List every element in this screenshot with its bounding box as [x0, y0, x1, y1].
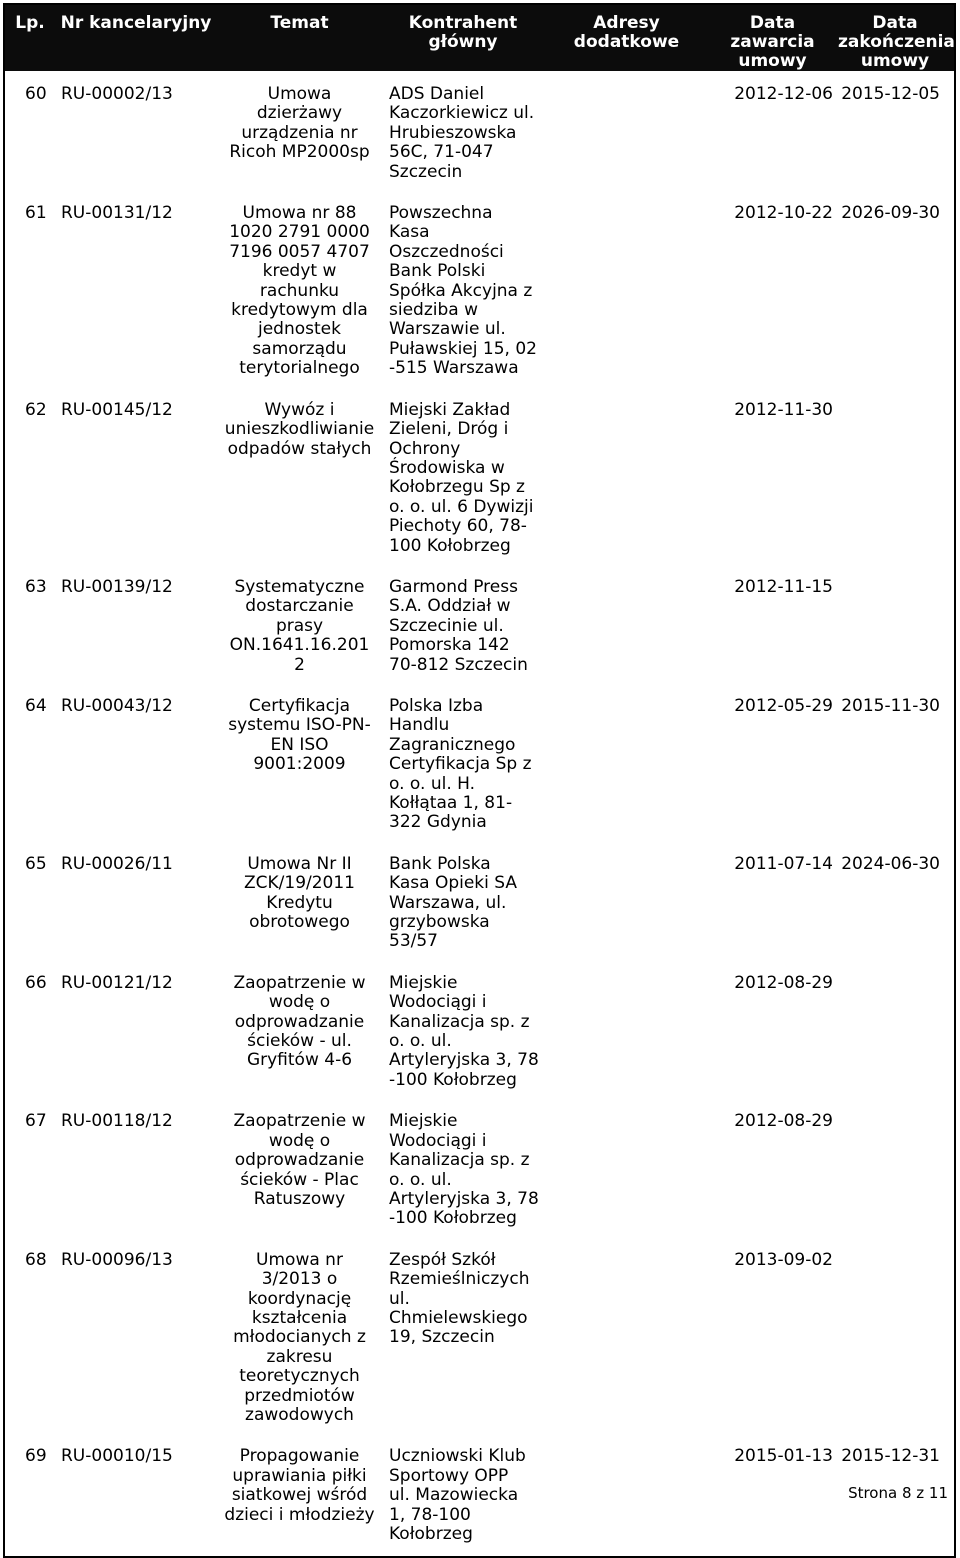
table-row [4, 71, 955, 196]
cell-lp: 67 [25, 1111, 47, 1132]
cell-temat-line: Kredytu [266, 892, 333, 913]
cell-kontrahent-line: Uczniowski Klub [389, 1446, 526, 1467]
header-line: zakończenia [838, 32, 955, 52]
cell-kontrahent [382, 847, 544, 966]
cell-temat-line: 2 [294, 654, 305, 675]
cell-kontrahent-line: Certyfikacja Sp z [389, 754, 532, 775]
cell-lp: 60 [25, 84, 47, 104]
cell-data-zawarcia: 2012-11-30 [734, 399, 833, 420]
cell-temat-line: 9001:2009 [253, 754, 346, 775]
cell-temat-line: odpadów stałych [227, 438, 372, 459]
cell-temat-line: uprawiania piłki [232, 1465, 367, 1486]
cell-temat-line: samorządu [252, 338, 347, 359]
cell-temat-line: siatkowej wśród [231, 1485, 368, 1506]
cell-kontrahent-line: Wodociągi i [389, 992, 487, 1013]
cell-temat-line: Gryfitów 4-6 [246, 1050, 353, 1071]
cell-temat-line: prasy [275, 615, 324, 636]
cell-nr-kancelaryjny: RU-00139/12 [61, 576, 173, 597]
cell-kontrahent-line: siedziba w [389, 300, 478, 321]
cell-temat-line: urządzenia nr [241, 122, 358, 143]
cell-temat-line: wodę o [268, 1130, 331, 1151]
cell-lp: 68 [25, 1249, 47, 1270]
cell-temat-line: 7196 0057 4707 [229, 241, 370, 262]
header-line: Lp. [15, 13, 45, 33]
cell-kontrahent-line: -515 Warszawa [389, 358, 519, 379]
cell-temat-line: kształcenia [251, 1307, 348, 1328]
cell-lp: 62 [25, 399, 47, 420]
cell-lp: 66 [25, 972, 47, 993]
cell-temat-line: młodocianych z [233, 1327, 366, 1348]
cell-kontrahent-line: Kołobrzeg [389, 1524, 473, 1544]
cell-temat-line: 1020 2791 0000 [229, 222, 370, 243]
cell-temat-line: dostarczanie [245, 596, 354, 617]
cell-nr-kancelaryjny: RU-00121/12 [61, 972, 173, 993]
header-adresy [544, 4, 709, 71]
cell-kontrahent-line: Kasa Opieki SA [389, 873, 518, 894]
cell-temat-line: terytorialnego [239, 358, 360, 379]
cell-data-zawarcia: 2012-08-29 [734, 1111, 833, 1132]
cell-temat [217, 847, 382, 966]
header-row [4, 4, 955, 71]
cell-data-zawarcia: 2013-09-02 [734, 1249, 833, 1270]
header-line: Nr kancelaryjny [60, 13, 212, 33]
cell-temat [217, 689, 382, 847]
cell-kontrahent-line: Handlu [389, 715, 450, 736]
cell-kontrahent-line: Wodociągi i [389, 1130, 487, 1151]
cell-kontrahent-line: Bank Polska [389, 853, 491, 874]
cell-temat-line: unieszkodliwianie [224, 419, 375, 440]
cell-kontrahent-line: -100 Kołobrzeg [389, 1069, 517, 1090]
cell-data-zakonczenia [836, 966, 955, 1104]
cell-kontrahent-line: ul. [389, 1288, 410, 1309]
cell-kontrahent [382, 71, 544, 196]
cell-kontrahent-line: Szczecin [389, 161, 463, 182]
cell-kontrahent-line: Szczecinie ul. [389, 615, 504, 636]
table-row [4, 1104, 955, 1242]
cell-temat-line: Umowa [267, 84, 332, 104]
cell-kontrahent-line: Kasa [389, 222, 430, 243]
cell-temat-line: Umowa nr 88 [242, 203, 357, 224]
cell-kontrahent-line: 1, 78-100 [389, 1504, 471, 1525]
cell-nr-kancelaryjny: RU-00145/12 [61, 399, 173, 420]
cell-kontrahent-line: Ochrony [389, 438, 461, 459]
page-number: Strona 8 z 11 [848, 1484, 948, 1502]
table-row [4, 1243, 955, 1440]
cell-adresy [544, 393, 709, 570]
cell-kontrahent-line: Warszawa, ul. [389, 892, 507, 913]
cell-adresy [544, 1104, 709, 1242]
cell-temat-line: kredytowym dla [231, 300, 368, 321]
cell-kontrahent-line: Oszczedności [389, 241, 504, 262]
cell-temat-line: ZCK/19/2011 [243, 873, 355, 894]
cell-temat-line: Ricoh MP2000sp [229, 142, 370, 163]
table-row [4, 966, 955, 1104]
cell-kontrahent [382, 1104, 544, 1242]
cell-adresy [544, 689, 709, 847]
cell-temat-line: Zaopatrzenie w [233, 1111, 366, 1132]
table-body [4, 71, 955, 1557]
cell-temat-line: Zaopatrzenie w [233, 972, 366, 993]
cell-kontrahent-line: Miejskie [389, 1111, 458, 1132]
cell-kontrahent [382, 570, 544, 689]
cell-temat-line: Wywóz i [264, 399, 335, 420]
cell-adresy [544, 71, 709, 196]
header-data-zakonczenia [836, 4, 955, 71]
cell-data-zakonczenia: 2024-06-30 [841, 853, 940, 874]
cell-nr-kancelaryjny: RU-00118/12 [61, 1111, 173, 1132]
cell-kontrahent-line: Miejskie [389, 972, 458, 993]
cell-kontrahent-line: 53/57 [389, 931, 438, 952]
cell-data-zawarcia: 2011-07-14 [734, 853, 833, 874]
cell-kontrahent-line: Polska Izba [389, 695, 484, 716]
cell-temat-line: ścieków - ul. [247, 1031, 352, 1052]
cell-kontrahent-line: 56C, 71-047 [389, 142, 494, 163]
cell-kontrahent-line: Zagranicznego [389, 734, 516, 755]
cell-temat-line: Ratuszowy [253, 1188, 346, 1209]
cell-adresy [544, 570, 709, 689]
header-line: Data [872, 13, 918, 33]
cell-nr-kancelaryjny: RU-00043/12 [61, 695, 173, 716]
cell-temat-line: ścieków - Plac [240, 1169, 359, 1190]
cell-kontrahent [382, 196, 544, 393]
cell-kontrahent-line: Spółka Akcyjna z [389, 280, 533, 301]
cell-kontrahent-line: Zespół Szkół [389, 1249, 496, 1270]
cell-temat-line: systemu ISO-PN- [228, 715, 371, 736]
cell-kontrahent-line: Piechoty 60, 78- [389, 516, 527, 537]
cell-temat-line: odprowadzanie [234, 1011, 365, 1032]
cell-data-zakonczenia [836, 1104, 955, 1242]
cell-kontrahent-line: Hrubieszowska [389, 122, 517, 143]
cell-nr-kancelaryjny: RU-00131/12 [61, 203, 173, 224]
cell-data-zawarcia: 2015-01-13 [734, 1446, 833, 1467]
header-data-zawarcia [709, 4, 836, 71]
cell-temat [217, 393, 382, 570]
cell-adresy [544, 1439, 709, 1557]
header-line: Adresy [593, 13, 660, 33]
table-row [4, 847, 955, 966]
cell-kontrahent-line: Kołobrzegu Sp z [389, 477, 525, 498]
cell-temat-line: Umowa nr [256, 1249, 343, 1270]
cell-kontrahent [382, 1243, 544, 1440]
table-row [4, 689, 955, 847]
header-line: zawarcia [730, 32, 815, 52]
cell-lp: 65 [25, 853, 47, 874]
header-line: Kontrahent [408, 13, 518, 33]
cell-adresy [544, 1243, 709, 1440]
cell-kontrahent-line: o. o. ul. [389, 1169, 452, 1190]
cell-kontrahent-line: Środowiska w [389, 457, 505, 478]
cell-nr-kancelaryjny: RU-00010/15 [61, 1446, 173, 1467]
cell-data-zawarcia: 2012-10-22 [734, 203, 833, 224]
cell-lp: 61 [25, 203, 47, 224]
cell-kontrahent-line: Bank Polski [389, 261, 486, 282]
cell-temat-line: dzierżawy [256, 103, 343, 124]
cell-kontrahent-line: Sportowy OPP [389, 1465, 509, 1486]
cell-data-zakonczenia: 2026-09-30 [841, 203, 940, 224]
cell-temat-line: teoretycznych [239, 1366, 360, 1387]
cell-temat-line: Umowa Nr II [247, 853, 352, 874]
cell-lp: 64 [25, 695, 47, 716]
cell-kontrahent [382, 1439, 544, 1557]
cell-kontrahent-line: o. o. ul. H. [389, 773, 476, 794]
header-line: główny [428, 32, 498, 52]
cell-kontrahent-line: Warszawie ul. [389, 319, 506, 340]
table-row [4, 570, 955, 689]
cell-adresy [544, 196, 709, 393]
cell-data-zakonczenia: 2015-12-31 [841, 1446, 940, 1467]
cell-temat [217, 1104, 382, 1242]
cell-data-zakonczenia: 2015-11-30 [841, 695, 940, 716]
cell-kontrahent-line: Puławskiej 15, 02 [389, 338, 537, 359]
cell-temat-line: zawodowych [245, 1404, 354, 1425]
cell-lp: 63 [25, 576, 47, 597]
header-line: umowy [860, 51, 930, 71]
cell-data-zawarcia: 2012-12-06 [734, 84, 833, 104]
header-temat [217, 4, 382, 71]
cell-data-zawarcia: 2012-08-29 [734, 972, 833, 993]
cell-data-zakonczenia [836, 393, 955, 570]
cell-temat [217, 570, 382, 689]
header-lp [4, 4, 55, 71]
cell-kontrahent-line: Garmond Press [389, 576, 518, 597]
header-line: Temat [270, 13, 329, 33]
cell-temat [217, 71, 382, 196]
cell-temat [217, 1243, 382, 1440]
cell-temat [217, 966, 382, 1104]
cell-kontrahent-line: Powszechna [389, 203, 493, 224]
cell-lp: 69 [25, 1446, 47, 1467]
cell-kontrahent-line: Kaczorkiewicz ul. [389, 103, 535, 124]
cell-kontrahent [382, 689, 544, 847]
cell-kontrahent-line: Chmielewskiego [389, 1307, 528, 1328]
cell-nr-kancelaryjny: RU-00096/13 [61, 1249, 173, 1270]
cell-kontrahent-line: 70-812 Szczecin [389, 654, 528, 675]
cell-adresy [544, 847, 709, 966]
cell-kontrahent-line: grzybowska [389, 912, 490, 933]
cell-data-zakonczenia [836, 1243, 955, 1440]
header-line: dodatkowe [573, 32, 680, 52]
cell-temat-line: zakresu [266, 1346, 333, 1367]
cell-kontrahent-line: Pomorska 142 [389, 635, 510, 656]
cell-temat-line: EN ISO [270, 734, 329, 755]
header-nr-kancelaryjny [55, 4, 217, 71]
cell-kontrahent-line: o. o. ul. [389, 1031, 452, 1052]
cell-temat-line: wodę o [268, 992, 331, 1013]
cell-nr-kancelaryjny: RU-00002/13 [61, 84, 173, 104]
contracts-table [3, 3, 956, 1558]
header-kontrahent [382, 4, 544, 71]
cell-temat-line: Certyfikacja [248, 695, 351, 716]
table-row [4, 196, 955, 393]
cell-data-zawarcia: 2012-05-29 [734, 695, 833, 716]
table-row [4, 1439, 955, 1557]
cell-kontrahent-line: -100 Kołobrzeg [389, 1208, 517, 1229]
cell-nr-kancelaryjny: RU-00026/11 [61, 853, 173, 874]
cell-adresy [544, 966, 709, 1104]
cell-temat-line: przedmiotów [244, 1385, 355, 1406]
cell-temat-line: kredyt w [262, 261, 337, 282]
cell-kontrahent-line: Kołłątaa 1, 81- [389, 793, 513, 813]
cell-kontrahent-line: 100 Kołobrzeg [389, 535, 511, 556]
cell-kontrahent-line: o. o. ul. 6 Dywizji [389, 496, 534, 517]
cell-temat-line: rachunku [259, 280, 340, 301]
header-line: Data [749, 13, 796, 33]
table-row [4, 393, 955, 570]
cell-kontrahent-line: Rzemieślniczych [389, 1269, 530, 1290]
cell-temat-line: odprowadzanie [234, 1150, 365, 1171]
cell-temat-line: obrotowego [249, 912, 350, 933]
cell-temat-line: Propagowanie [239, 1446, 360, 1467]
cell-temat-line: koordynację [247, 1288, 352, 1309]
cell-kontrahent-line: Kanalizacja sp. z [389, 1150, 530, 1171]
cell-kontrahent [382, 393, 544, 570]
cell-temat-line: jednostek [258, 319, 341, 340]
cell-kontrahent-line: Zieleni, Dróg i [389, 419, 509, 440]
cell-kontrahent-line: Miejski Zakład [389, 399, 511, 420]
cell-temat [217, 1439, 382, 1557]
cell-kontrahent-line: 19, Szczecin [389, 1327, 495, 1348]
cell-data-zawarcia: 2012-11-15 [734, 576, 833, 597]
cell-kontrahent-line: S.A. Oddział w [389, 596, 511, 617]
cell-kontrahent-line: ul. Mazowiecka [389, 1485, 519, 1506]
cell-kontrahent-line: 322 Gdynia [389, 812, 487, 833]
cell-temat-line: ON.1641.16.201 [229, 635, 370, 656]
cell-kontrahent-line: Artyleryjska 3, 78 [389, 1188, 539, 1209]
cell-kontrahent [382, 966, 544, 1104]
cell-data-zakonczenia [836, 570, 955, 689]
cell-data-zakonczenia: 2015-12-05 [841, 84, 940, 104]
cell-temat-line: 3/2013 o [261, 1269, 338, 1290]
cell-temat [217, 196, 382, 393]
cell-temat-line: Systematyczne [234, 576, 365, 597]
cell-kontrahent-line: ADS Daniel [389, 84, 485, 104]
header-line: umowy [738, 51, 807, 71]
cell-temat-line: dzieci i młodzieży [224, 1504, 375, 1525]
cell-kontrahent-line: Artyleryjska 3, 78 [389, 1050, 539, 1071]
cell-kontrahent-line: Kanalizacja sp. z [389, 1011, 530, 1032]
